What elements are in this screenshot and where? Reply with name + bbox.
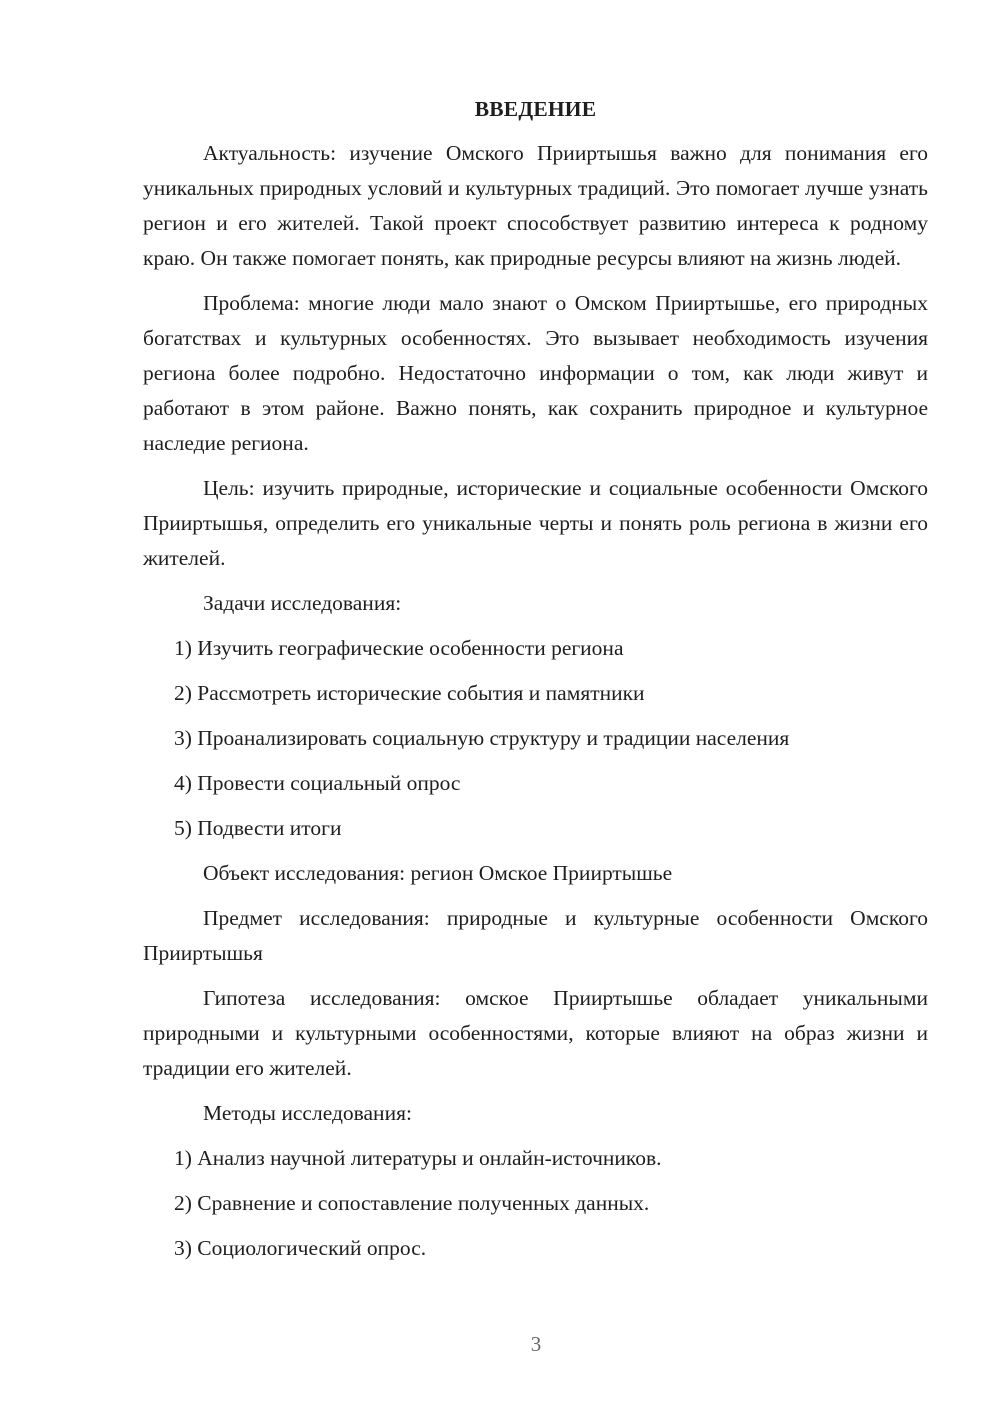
method-item: 1) Анализ научной литературы и онлайн-источников. (174, 1146, 662, 1170)
problem-paragraph: Проблема: многие люди мало знают о Омском Прииртышье, его природных богатствах и культурных особенностях. Это вызывает необходимость изучения региона более подробно. Недостаточно информации о том, как люди живут и работают в этом районе. Важно понять, как сохранить природное и культурное наследие региона. (143, 291, 928, 455)
task-item: 2) Рассмотреть исторические события и памятники (174, 681, 645, 705)
page-number: 3 (530, 1332, 542, 1356)
method-item: 2) Сравнение и сопоставление полученных данных. (174, 1191, 650, 1215)
task-item: 4) Провести социальный опрос (174, 771, 461, 795)
goal-paragraph: Цель: изучить природные, исторические и социальные особенности Омского Прииртышья, определить его уникальные черты и понять роль региона в жизни его жителей. (143, 476, 928, 570)
hypothesis-paragraph: Гипотеза исследования: омское Прииртышье обладает уникальными природными и культурными особенностями, которые влияют на образ жизни и традиции его жителей. (143, 986, 928, 1080)
tasks-title: Задачи исследования: (203, 591, 402, 615)
document-page (143, 92, 928, 1276)
section-heading: ВВЕДЕНИЕ (474, 97, 597, 121)
object-paragraph: Объект исследования: регион Омское Прииртышье (203, 861, 673, 885)
task-item: 5) Подвести итоги (174, 816, 342, 840)
method-item: 3) Социологический опрос. (174, 1236, 427, 1260)
relevance-paragraph: Актуальность: изучение Омского Прииртышья важно для понимания его уникальных природных условий и культурных традиций. Это помогает лучше узнать регион и его жителей. Такой проект способствует развитию интереса к родному краю. Он также помогает понять, как природные ресурсы влияют на жизнь людей. (143, 141, 928, 270)
methods-title: Методы исследования: (203, 1101, 412, 1125)
subject-paragraph: Предмет исследования: природные и культурные особенности Омского Прииртышья (143, 906, 928, 965)
task-item: 3) Проанализировать социальную структуру и традиции населения (174, 726, 790, 750)
task-item: 1) Изучить географические особенности региона (174, 636, 624, 660)
